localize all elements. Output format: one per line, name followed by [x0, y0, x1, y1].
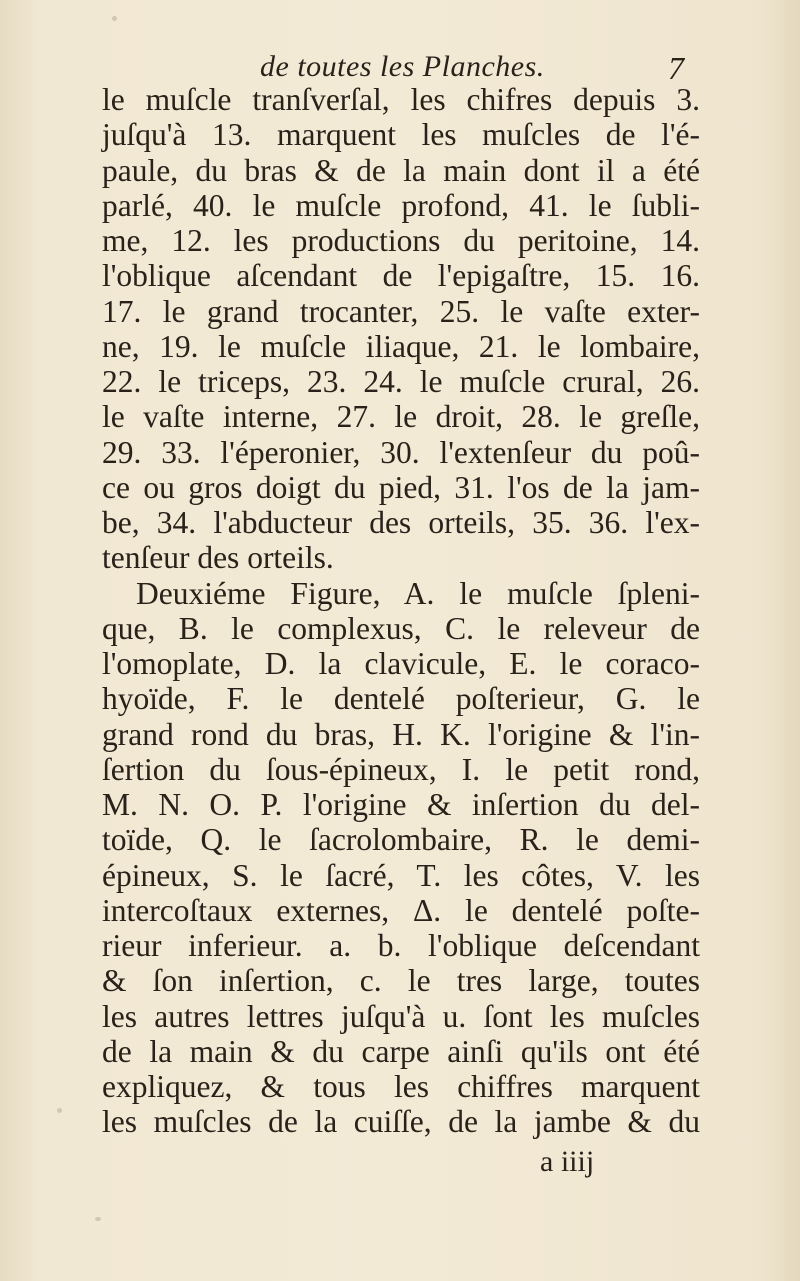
text-line: de la main & du carpe ainſi qu'ils ont été — [102, 1033, 700, 1069]
text-line: ne, 19. le muſcle iliaque, 21. le lombaire, — [102, 328, 700, 364]
text-line: paule, du bras & de la main dont il a été — [102, 152, 700, 188]
ink-spot — [95, 1217, 101, 1221]
body-text — [102, 82, 700, 1140]
text-line: be, 34. l'abducteur des orteils, 35. 36. l'ex- — [102, 505, 700, 540]
text-line: le muſcle tranſverſal, les chifres depuis 3. — [102, 82, 700, 117]
ink-spot — [112, 16, 117, 21]
text-line: Deuxiéme Figure, A. le muſcle ſpleni- — [136, 575, 700, 611]
running-title: de toutes les Planches. — [260, 50, 545, 83]
text-line: & ſon inſertion, c. le tres large, toutes — [102, 963, 700, 999]
text-line: intercoſtaux externes, Δ. le dentelé poſte- — [102, 892, 700, 928]
text-line: expliquez, & tous les chiffres marquent — [102, 1069, 700, 1104]
ink-spot — [57, 1108, 62, 1113]
text-line: M. N. O. P. l'origine & inſertion du del- — [102, 787, 700, 822]
text-line: ce ou gros doigt du pied, 31. l'os de la jam- — [102, 469, 700, 505]
text-line: ſertion du ſous-épineux, I. le petit rond, — [102, 751, 700, 787]
text-line: parlé, 40. le muſcle profond, 41. le ſubli- — [102, 187, 700, 223]
text-line: grand rond du bras, H. K. l'origine & l'in- — [102, 716, 700, 752]
text-line: rieur inferieur. a. b. l'oblique deſcendant — [102, 928, 700, 963]
text-line: le vaſte interne, 27. le droit, 28. le greſle, — [102, 399, 700, 435]
text-line: 17. le grand trocanter, 25. le vaſte exter- — [102, 293, 700, 329]
text-line: tenſeur des orteils. — [102, 540, 334, 576]
text-line: l'oblique aſcendant de l'epigaſtre, 15. 16. — [102, 258, 700, 294]
text-line: l'omoplate, D. la clavicule, E. le coraco- — [102, 646, 700, 681]
text-line: toïde, Q. le ſacrolombaire, R. le demi- — [102, 822, 700, 858]
text-line: 22. le triceps, 23. 24. le muſcle crural, 26. — [102, 364, 700, 399]
text-line: que, B. le complexus, C. le releveur de — [102, 610, 700, 646]
text-line: juſqu'à 13. marquent les muſcles de l'é- — [102, 117, 700, 153]
page-number: 7 — [668, 50, 684, 86]
text-line: me, 12. les productions du peritoine, 14. — [102, 223, 700, 258]
text-line: hyoïde, F. le dentelé poſterieur, G. le — [102, 681, 700, 717]
signature-mark: a iiij — [540, 1145, 595, 1178]
text-line: les muſcles de la cuiſſe, de la jambe & du — [102, 1104, 700, 1140]
text-line: épineux, S. le ſacré, T. les côtes, V. les — [102, 857, 700, 893]
text-line: 29. 33. l'éperonier, 30. l'extenſeur du poû- — [102, 434, 700, 470]
text-line: les autres lettres juſqu'à u. ſont les muſcles — [102, 998, 700, 1034]
